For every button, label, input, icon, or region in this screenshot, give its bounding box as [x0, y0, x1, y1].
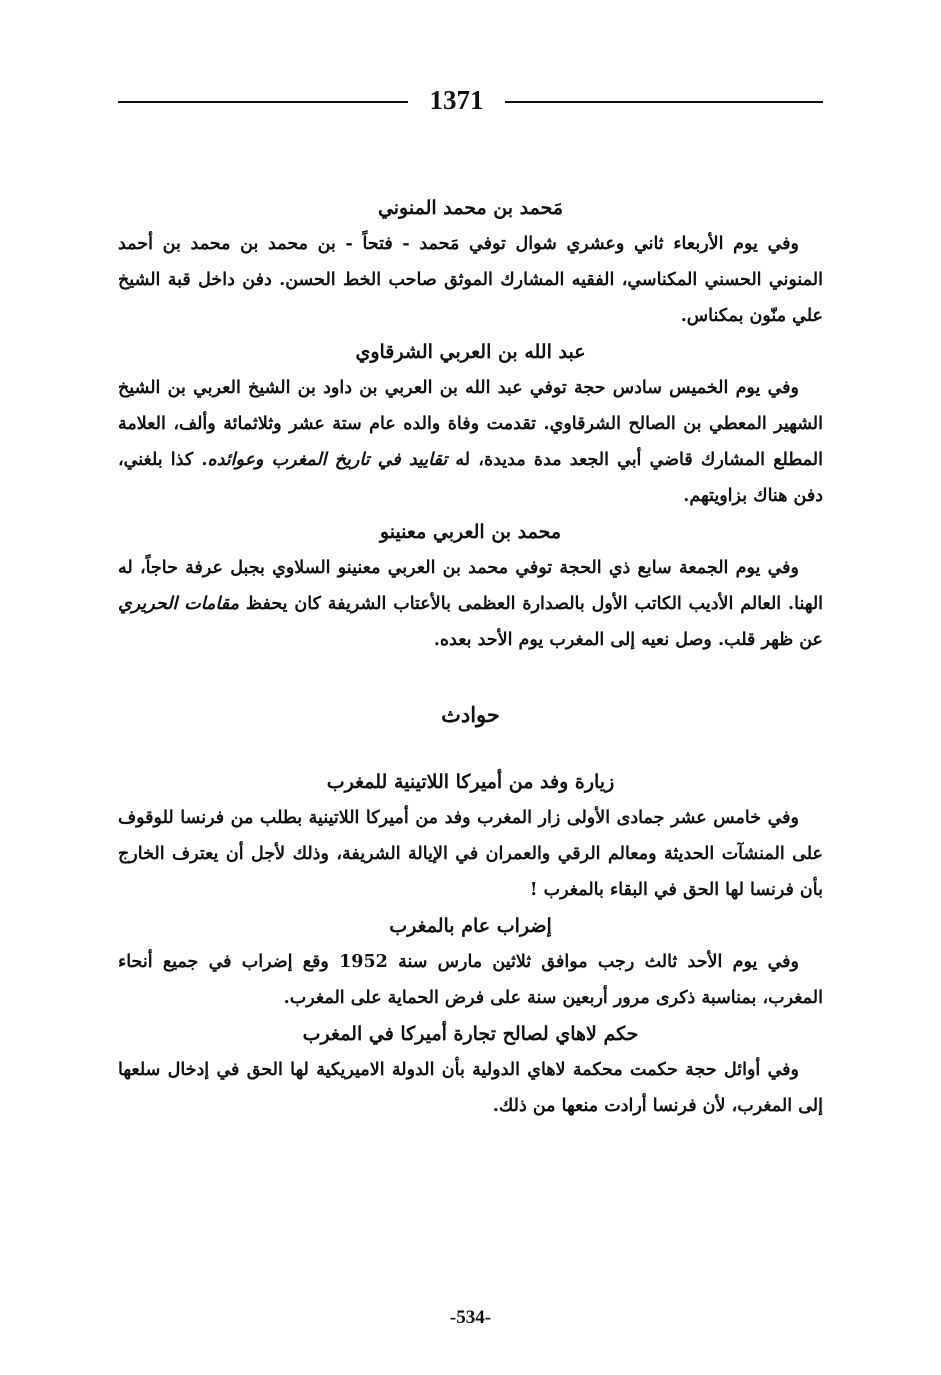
page-year: 1371	[429, 85, 484, 115]
event-text-strike: وفي يوم الأحد ثالث رجب موافق ثلاثين مارس سنة 1952 وقع إضراب في جميع أنحاء المغرب، بمناسبة ذكرى مرور أربعين سنة على فرض الحماية على المغرب.	[118, 952, 823, 1008]
entry-title-maaninou: محمد بن العربي معنينو	[379, 521, 562, 543]
event-title-strike: إضراب عام بالمغرب	[389, 915, 552, 937]
entry-title-menouni: مَحمد بن محمد المنوني	[377, 197, 564, 219]
event-text-hague: وفي أوائل حجة حكمت محكمة لاهاي الدولية بأن الدولة الاميريكية لها الحق في إدخال سلعها إلى المغرب، لأن فرنسا أرادت منعها من ذلك.	[118, 1060, 823, 1116]
page-header	[118, 78, 823, 122]
book-title-maqamat: مقامات الحريري	[118, 594, 239, 614]
page-number: -534-	[449, 1307, 492, 1328]
event-title-hague: حكم لاهاي لصالح تجارة أميركا في المغرب	[302, 1023, 639, 1045]
event-text-latin-america: وفي خامس عشر جمادى الأولى زار المغرب وفد من أميركا اللاتينية بطلب من فرنسا للوقوف على المنشآت الحديثة ومعالم الرقي والعمران في الإيالة الشريفة، وذلك لأجل أن يعترف الخارج بأن فرنسا لها الحق في البقاء بالمغرب !	[118, 808, 823, 900]
entry-text-menouni: وفي يوم الأربعاء ثاني وعشري شوال توفي مَحمد - فتحاً - بن محمد بن محمد بن أحمد المنوني الحسني المكناسي، الفقيه المشارك الموثق صاحب الخط الحسن. دفن داخل قبة الشيخ علي منّون بمكناس.	[118, 234, 823, 326]
entry-text-sharqawi: وفي يوم الخميس سادس حجة توفي عبد الله بن العربي بن داود بن الشيخ العربي بن الشيخ الشهير المعطي بن الصالح الشرقاوي. تقدمت وفاة والده عام ستة عشر وثلاثمائة وألف، العلامة المطلع المشارك قاضي أبي الجعد مدة مديدة، له تقاييد في تاريخ المغرب وعوائده. كذا بلغني، دفن هناك بزاويتهم.	[118, 378, 823, 506]
header-rule-right	[505, 101, 823, 103]
section-title-events: حوادث	[441, 702, 500, 727]
entry-text-maaninou: وفي يوم الجمعة سابع ذي الحجة توفي محمد بن العربي معنينو السلاوي بجبل عرفة حاجاً، له الهنا. العالم الأديب الكاتب الأول بالصدارة العظمى بالأعتاب الشريفة كان يحفظ مقامات الحريري عن ظهر قلب. وصل نعيه إلى المغرب يوم الأحد بعده.	[118, 558, 824, 650]
entry-title-sharqawi: عبد الله بن العربي الشرقاوي	[355, 341, 586, 363]
page-content	[118, 190, 823, 1124]
book-title-taqayid: تقاييد في تاريخ المغرب وعوائده	[207, 450, 448, 470]
event-title-latin-america: زيارة وفد من أميركا اللاتينية للمغرب	[326, 771, 615, 793]
header-rule-left	[118, 101, 408, 103]
